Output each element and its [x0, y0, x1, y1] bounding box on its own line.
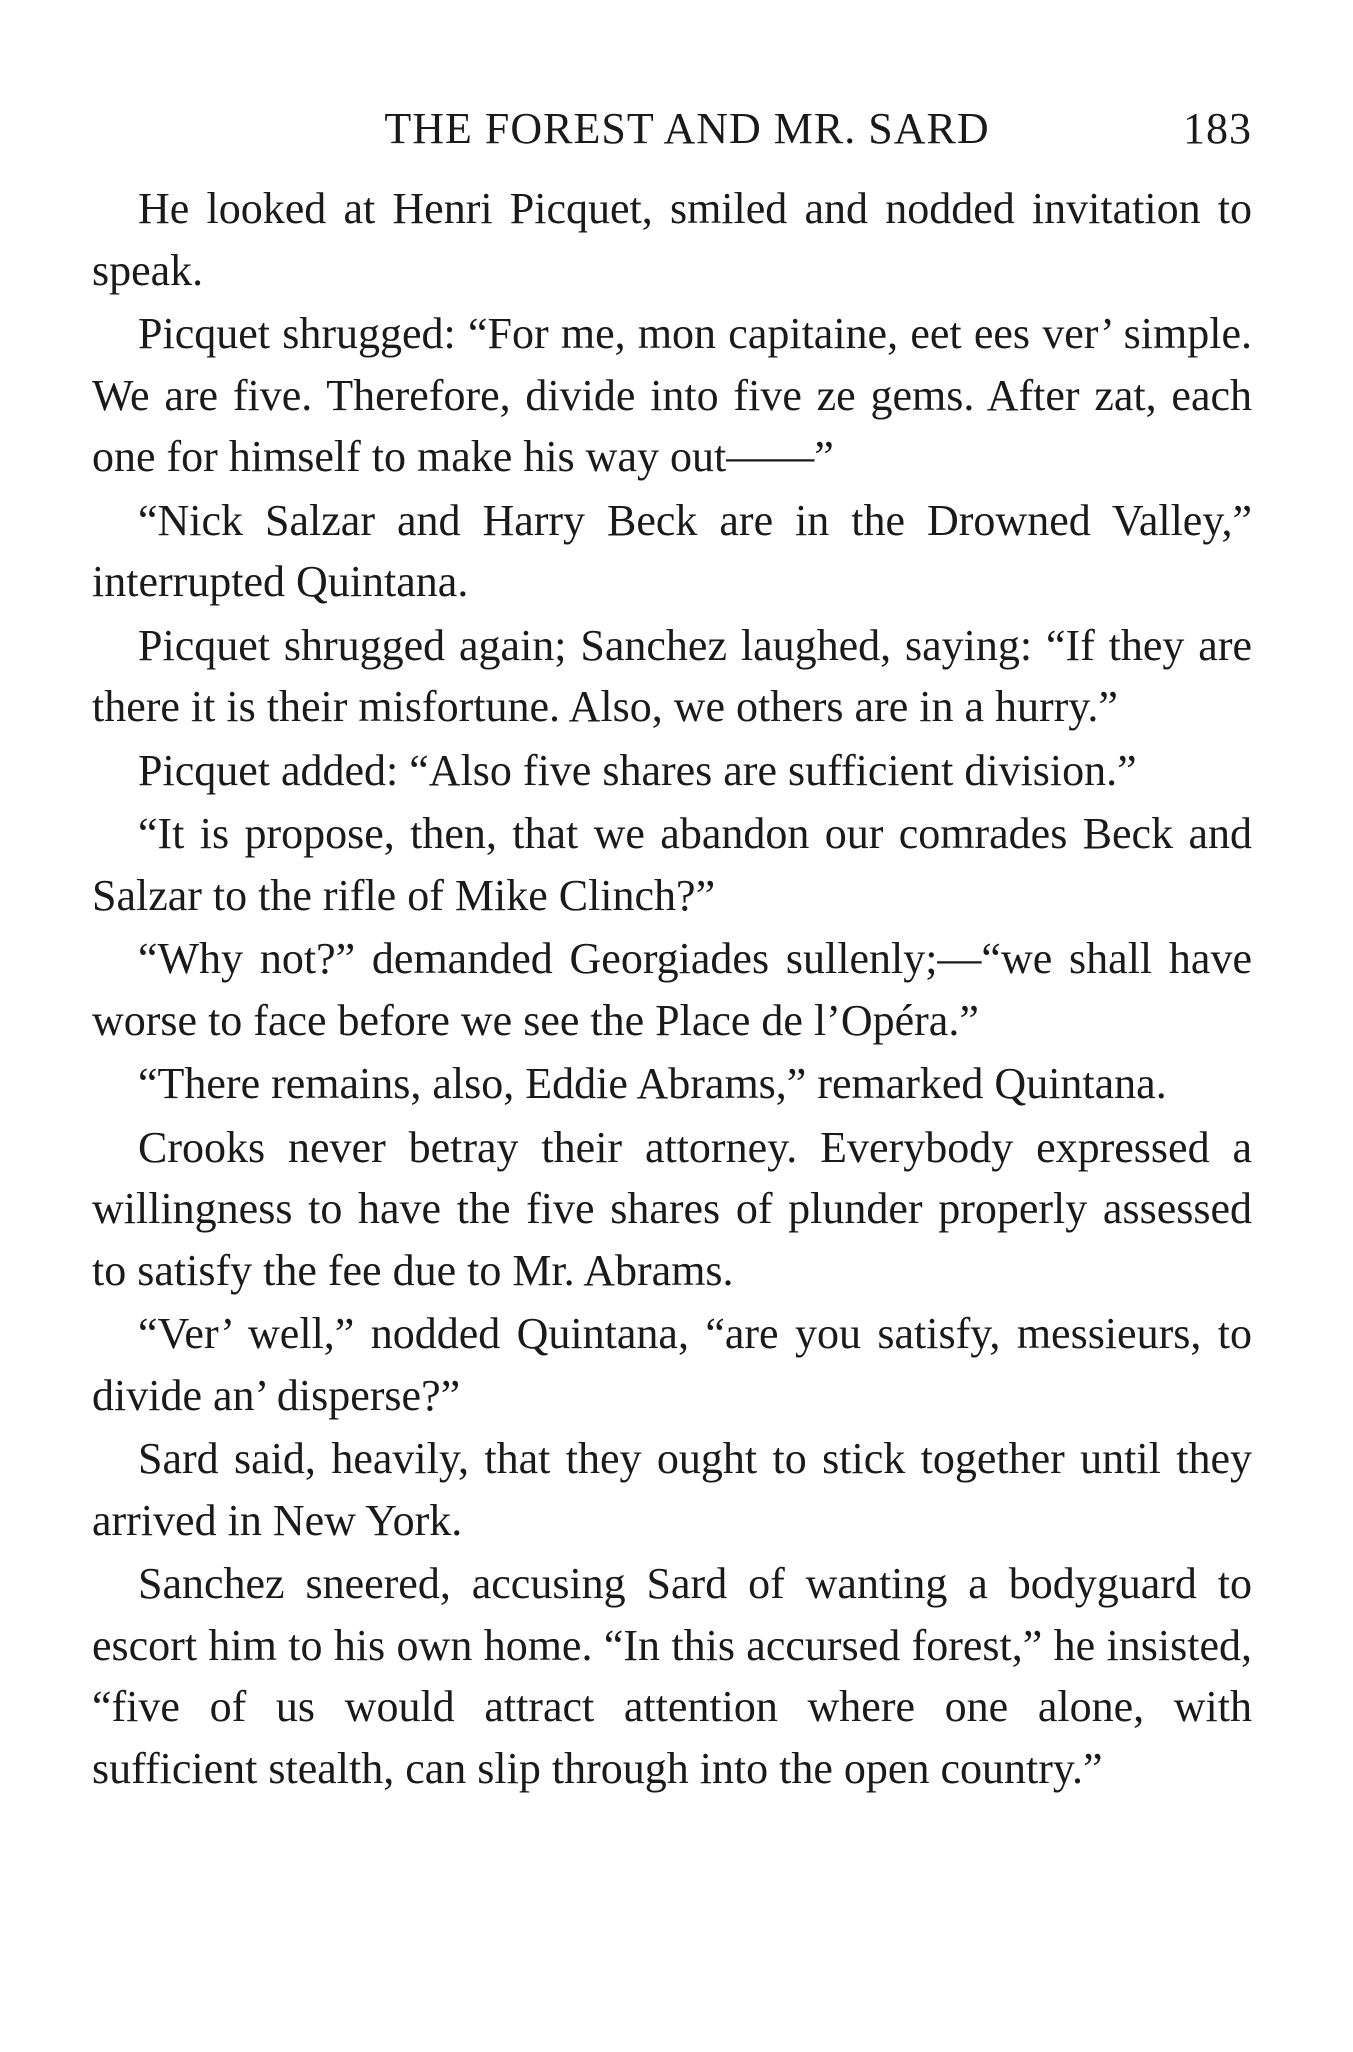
paragraph: Picquet shrugged again; Sanchez laughed, saying: “If they are there it is their misfortune. Also, we others are in a hurry.”	[92, 620, 1252, 731]
paragraph: Picquet added: “Also five shares are sufficient division.”	[138, 745, 1137, 795]
running-title: THE FOREST AND MR. SARD	[384, 104, 990, 153]
paragraph: “Ver’ well,” nodded Quintana, “are you satisfy, messieurs, to divide an’ disperse?”	[92, 1309, 1252, 1420]
paragraph: “Nick Salzar and Harry Beck are in the Drowned Valley,” interrupted Quintana.	[92, 495, 1252, 606]
paragraph: “It is propose, then, that we abandon our comrades Beck and Salzar to the rifle of Mike Clinch?”	[92, 809, 1252, 920]
paragraph: “Why not?” demanded Georgiades sullenly;—“we shall have worse to face before we see the Place de l’Opéra.”	[92, 934, 1252, 1045]
paragraph: Sanchez sneered, accusing Sard of wanting a bodyguard to escort him to his own home. “In this accursed forest,” he insisted, “five of us would attract attention where one alone, with sufficient stealth, can slip through into the open country.”	[92, 1559, 1252, 1793]
paragraph: “There remains, also, Eddie Abrams,” remarked Quintana.	[138, 1059, 1167, 1108]
paragraph: Picquet shrugged: “For me, mon capitaine, eet ees ver’ simple. We are five. Therefore, divide into five ze gems. After zat, each one for himself to make his way out——”	[92, 309, 1252, 481]
paragraph: Crooks never betray their attorney. Everybody expressed a willingness to have the five shares of plunder properly assessed to satisfy the fee due to Mr. Abrams.	[92, 1122, 1252, 1295]
body-text	[92, 178, 1252, 1799]
running-header	[92, 96, 1252, 162]
paragraph: He looked at Henri Picquet, smiled and nodded invitation to speak.	[92, 184, 1252, 295]
book-page	[92, 96, 1252, 1801]
page-number: 183	[1183, 104, 1252, 153]
paragraph: Sard said, heavily, that they ought to stick together until they arrived in New York.	[92, 1434, 1252, 1545]
